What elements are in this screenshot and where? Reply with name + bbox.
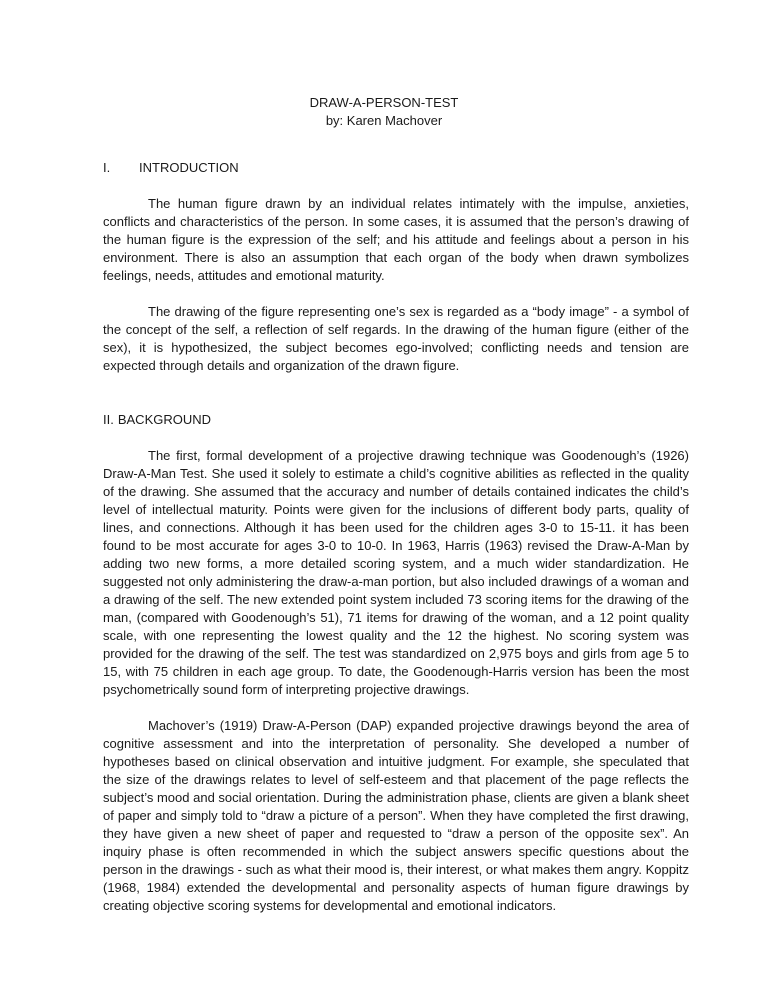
paragraph: The first, formal development of a projective drawing technique was Goodenough’s (1926) Draw-A-Man Test. She used it solely to estimate a child’s cognitive abilities as reflected in the quality of the drawing. She assumed that the accuracy and number of details contained indicates the child’s level of intellectual maturity. Points were given for the inclusions of different body parts, quality of lines, and connections. Although it has been used for the children ages 3-0 to 15-11. it has been found to be most accurate for ages 3-0 to 10-0. In 1963, Harris (1963) revised the Draw-A-Man by adding two new forms, a more detailed scoring system, and a much wider standardization. He suggested not only administering the draw-a-man portion, but also included drawings of a woman and a drawing of the self. The new extended point system included 73 scoring items for the drawing of the man, (compared with Goodenough’s 51), 71 items for drawing of the woman, and a 12 point quality scale, with one representing the lowest quality and the 12 the highest. No scoring system was provided for the drawing of the self. The test was standardized on 2,975 boys and girls from age 5 to 15, with 75 children in each age group. To date, the Goodenough-Harris version has been the most psychometrically sound form of interpreting projective drawings. (103, 448, 689, 697)
section-number: I. (103, 160, 111, 175)
section-heading-introduction (103, 159, 689, 177)
author-line: by: Karen Machover (325, 113, 443, 128)
title-block (0, 94, 768, 130)
paragraph: The human figure drawn by an individual relates intimately with the impulse, anxieties, conflicts and characteristics of the person. In some cases, it is assumed that the person’s drawing of the human figure is the expression of the self; and his attitude and feelings about a person in his environment. There is also an assumption that each organ of the body when drawn symbolizes feelings, needs, attitudes and emotional maturity. (103, 196, 689, 283)
section-heading-background (103, 411, 689, 429)
document-body (103, 159, 689, 915)
section-number: II. (103, 412, 114, 427)
document-title: DRAW-A-PERSON-TEST (309, 95, 459, 110)
paragraph: The drawing of the figure representing one’s sex is regarded as a “body image” - a symbol of the concept of the self, a reflection of self regards. In the drawing of the human figure (either of the sex), it is hypothesized, the subject becomes ego-involved; conflicting needs and tension are expected through details and organization of the drawn figure. (103, 304, 689, 373)
paragraph: Machover’s (1919) Draw-A-Person (DAP) expanded projective drawings beyond the area of cognitive assessment and into the interpretation of personality. She developed a number of hypotheses based on clinical observation and intuitive judgment. For example, she speculated that the size of the drawings relates to level of self-esteem and that placement of the page reflects the subject’s mood and social orientation. During the administration phase, clients are given a blank sheet of paper and simply told to “draw a picture of a person”. When they have completed the first drawing, they have given a new sheet of paper and requested to “draw a person of the opposite sex”. An inquiry phase is often recommended in which the subject answers specific questions about the person in the drawings - such as what their mood is, their interest, or what makes them angry. Koppitz (1968, 1984) extended the developmental and personality aspects of human figure drawings by creating objective scoring systems for developmental and emotional indicators. (103, 718, 689, 913)
section-heading-text: INTRODUCTION (139, 160, 239, 175)
section-heading-text: BACKGROUND (117, 412, 212, 427)
